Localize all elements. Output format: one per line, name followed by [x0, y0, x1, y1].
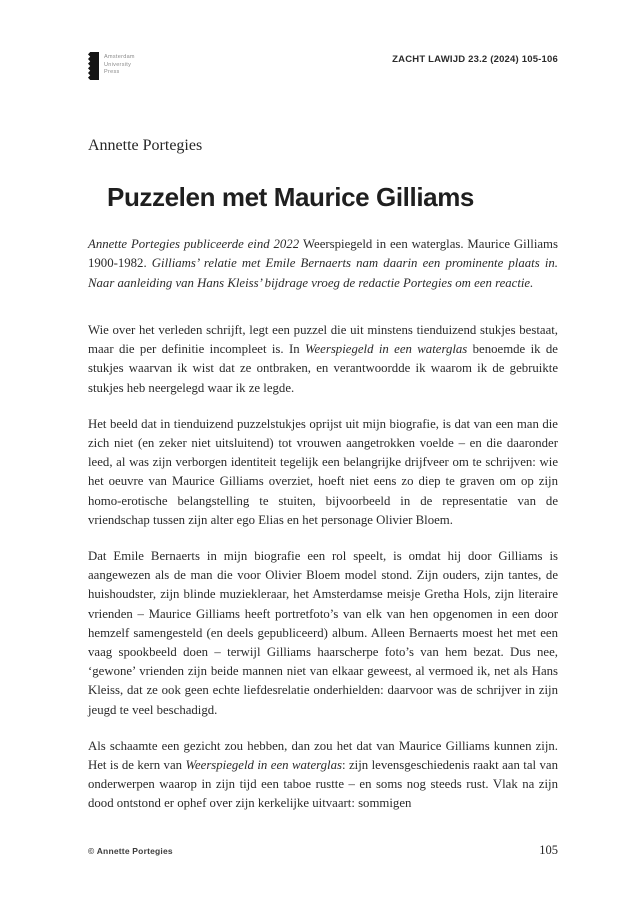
publisher-name-line: University — [104, 61, 132, 68]
text-segment: Annette Portegies publiceerde eind 2022 — [88, 237, 303, 251]
text-segment: Gilliams’ relatie met Emile Bernaerts nam daarin een prominente plaats in. Naar aanleiding van Hans Kleiss’ bijdrage vroeg de redactie Portegies om een reactie. — [88, 256, 558, 290]
page-number: 105 — [539, 843, 558, 857]
article-body — [88, 321, 558, 814]
aup-book-spine-icon — [88, 52, 99, 80]
article-title: Puzzelen met Maurice Gilliams — [107, 182, 474, 212]
text-segment: Wie over het verleden schrijft, legt een puzzel die uit minstens tienduizend stukjes bestaat, maar die per definitie incompleet is. In — [88, 322, 558, 357]
page-footer — [88, 843, 558, 858]
body-paragraph — [88, 737, 558, 814]
text-segment: Dat Emile Bernaerts in mijn biografie een rol speelt, is omdat hij door Gilliams is aangewezen als de man die voor Olivier Bloem model stond. Zijn ouders, zijn tantes, de huishoudster, zijn blinde muziekleraar, het Amsterdamse meisje Gretha Hols, zijn literaire vrienden – Maurice Gilliams heeft portretfoto’s van elk van hen opgenomen in een door hemzelf samengesteld (en deels gepubliceerd) album. Alleen Bernaerts moest het met een vaag spookbeeld doen – terwijl Gilliams haarscherpe foto’s van hem bezat. Dus nee, ‘gewone’ vrienden zijn beide mannen niet van elkaar geweest, al vermoed ik, net als Hans Kleiss, dat ze ook geen echte liefdesrelatie onderhielden: daarvoor was de schrijver in zijn jeugd te veel beschadigd. — [88, 548, 558, 717]
copyright-notice: © Annette Portegies — [88, 846, 173, 856]
text-segment: Het beeld dat in tienduizend puzzelstukjes oprijst uit mijn biografie, is dat van een man die zich niet (en zeker niet uitsluitend) tot vrouwen aangetrokken voelde – en die daaronder leed, al was zijn verborgen identiteit tegelijk een belangrijke drijfveer om te schrijven: wie het oeuvre van Maurice Gilliams overziet, hoeft niet eens zo diep te graven om op zijn homo-erotische belangstelling te stuiten, bijvoorbeeld in de representatie van de vriendschap tussen zijn alter ego Elias en het personage Olivier Bloem. — [88, 416, 558, 527]
article-content — [88, 136, 558, 814]
text-segment: benoemde ik de stukjes waarvan ik wist dat ze ontbraken, en verantwoordde ik waarom ik de gebruikte stukjes heb neergelegd waar ik ze legde. — [88, 342, 558, 395]
body-paragraph — [88, 321, 558, 398]
text-segment: Weerspiegeld in een waterglas — [305, 342, 468, 357]
page-header — [88, 52, 558, 80]
text-segment: Weerspiegeld in een waterglas — [185, 757, 342, 772]
publisher-logo — [88, 52, 135, 80]
publisher-name-line: Press — [104, 69, 120, 75]
body-paragraph — [88, 547, 558, 720]
publisher-name-line: Amsterdam — [104, 54, 135, 60]
body-paragraph — [88, 415, 558, 530]
journal-reference: ZACHT LAWIJD 23.2 (2024) 105-106 — [392, 54, 558, 65]
text-segment: Weerspiegeld in een waterglas. Maurice Gilliams 1900-1982. — [88, 237, 558, 271]
text-segment: Als schaamte een gezicht zou hebben, dan zou het dat van Maurice Gilliams kunnen zijn. Het is de kern van — [88, 738, 558, 772]
text-segment: : zijn levensgeschiedenis raakt aan tal van onderwerpen waarop in zijn tijd een taboe rustte – en soms nog steeds rust. Vlak na zijn dood ontstond er ophef over zijn kerkelijke uitvaart: sommigen — [88, 757, 558, 811]
publisher-name — [104, 52, 135, 77]
author-byline: Annette Portegies — [88, 137, 203, 154]
article-abstract — [88, 235, 558, 293]
